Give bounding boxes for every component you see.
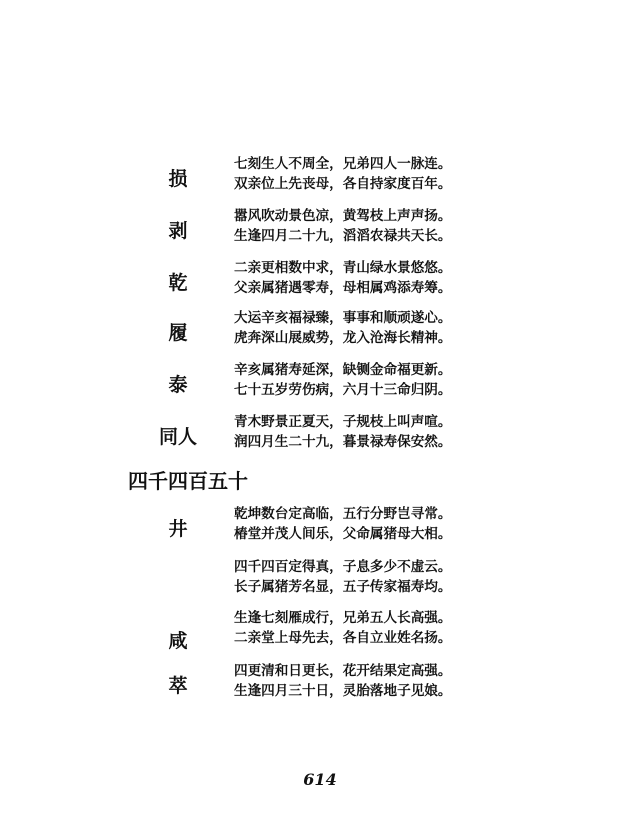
entry-label: 乾	[168, 271, 188, 294]
verse-line: 四千四百定得真，子息多少不虚云。	[234, 559, 452, 575]
verse-line: 辛亥属猪寿延深，缺铡金命福更新。	[234, 362, 452, 378]
entry-label	[150, 558, 206, 602]
page-number: 614	[303, 770, 337, 789]
verse-line: 生逢四月二十九，滔滔农禄共天长。	[234, 228, 452, 244]
entry-label: 损	[168, 167, 188, 190]
verse-line: 四更清和日更长，花开结果定高强。	[234, 663, 452, 679]
entry-tongren	[0, 413, 640, 457]
verse-line: 长子属猪芳名显，五子传家福寿均。	[234, 579, 452, 595]
entry-unlabeled	[0, 558, 640, 602]
entry-label: 同人	[158, 425, 197, 448]
verse-line: 七刻生人不周全，兄弟四人一脉连。	[234, 156, 452, 172]
verse-line: 二亲堂上母先去，各自立业姓名扬。	[234, 630, 452, 646]
entry-label: 履	[168, 321, 188, 344]
entry-sun	[0, 155, 640, 199]
entry-bo	[0, 207, 640, 251]
verse-line: 乾坤数台定高临，五行分野岂寻常。	[234, 506, 452, 522]
entry-label: 剥	[168, 219, 188, 242]
entry-label: 咸	[168, 629, 188, 652]
verse-line: 双亲位上先丧母，各自持家度百年。	[234, 176, 452, 192]
verse-line: 大运辛亥福禄臻，事事和顺顽遂心。	[234, 310, 452, 326]
entry-cui	[0, 662, 640, 706]
verse-line: 生逢四月三十日，灵胎落地子见娘。	[234, 683, 452, 699]
verse-line: 青木野景正夏天，子规枝上叫声喧。	[234, 414, 452, 430]
entry-label: 泰	[168, 373, 188, 396]
verse-line: 二亲更相数中求，青山绿水景悠悠。	[234, 260, 452, 276]
entry-xian	[0, 609, 640, 653]
entry-lv	[0, 309, 640, 353]
verse-line: 润四月生二十九，暮景禄寿保安然。	[234, 434, 452, 450]
verse-line: 七十五岁劳伤病，六月十三命归阴。	[234, 382, 452, 398]
entry-tai	[0, 361, 640, 405]
verse-line: 生逢七刻雁成行，兄弟五人长高强。	[234, 610, 452, 626]
verse-line: 嚣风吹动景色凉，黄驾枝上声声扬。	[234, 208, 452, 224]
verse-line: 虎奔深山展威势，龙入沧海长精神。	[234, 330, 452, 346]
section-title: 四千四百五十	[128, 469, 248, 493]
entry-jing	[0, 505, 640, 549]
entry-qian	[0, 259, 640, 303]
verse-line: 椿堂并茂人间乐，父命属猪母大相。	[234, 526, 452, 542]
entry-label: 萃	[168, 674, 188, 697]
entry-label: 井	[168, 517, 188, 540]
verse-line: 父亲属猪遇零寿，母相属鸡添寿筹。	[234, 280, 452, 296]
